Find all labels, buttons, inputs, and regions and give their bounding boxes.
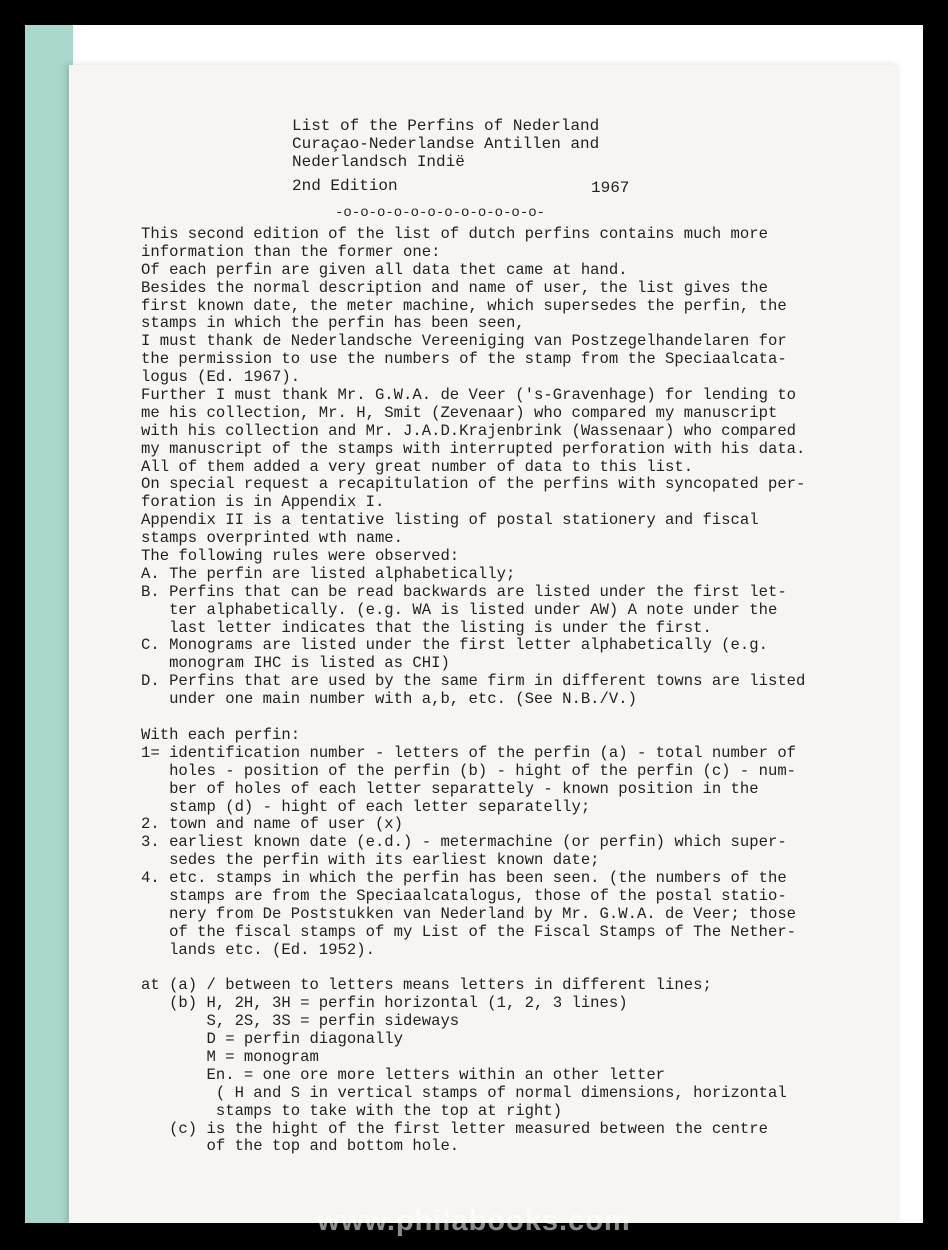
- body-line: of the fiscal stamps of my List of the Fiscal Stamps of The Nether-: [141, 922, 797, 941]
- body-line: En. = one ore more letters within an other letter: [141, 1065, 666, 1084]
- body-line: sedes the perfin with its earliest known date;: [141, 851, 600, 870]
- body-line: lands etc. (Ed. 1952).: [141, 940, 375, 959]
- body-line: my manuscript of the stamps with interrupted perforation with his data.: [141, 439, 806, 458]
- body-line: logus (Ed. 1967).: [141, 368, 301, 387]
- body-line: first known date, the meter machine, which supersedes the perfin, the: [141, 296, 787, 315]
- body-line: 2. town and name of user (x): [141, 815, 404, 834]
- title-line-1: List of the Perfins of Nederland: [292, 117, 600, 135]
- body-line: M = monogram: [141, 1047, 319, 1066]
- body-line: (c) is the hight of the first letter measured between the centre: [141, 1119, 768, 1138]
- document-page: [69, 65, 899, 1223]
- body-text: [141, 226, 923, 1156]
- body-line: [141, 709, 923, 727]
- body-line: stamps in which the perfin has been seen,: [141, 314, 525, 333]
- body-line: B. Perfins that can be read backwards are listed under the first let-: [141, 582, 787, 601]
- photo-frame: [25, 25, 923, 1223]
- body-line: foration is in Appendix I.: [141, 493, 385, 512]
- body-line: [141, 960, 923, 978]
- body-line: me his collection, Mr. H, Smit (Zevenaar) who compared my manuscript: [141, 403, 778, 422]
- body-line: monogram IHC is listed as CHI): [141, 654, 450, 673]
- body-line: nery from De Poststukken van Nederland by Mr. G.W.A. de Veer; those: [141, 904, 797, 923]
- watermark-text: www.philabooks.com: [317, 1205, 631, 1237]
- body-line: information than the former one:: [141, 242, 441, 261]
- body-line: With each perfin:: [141, 725, 301, 744]
- body-line: of the top and bottom hole.: [141, 1137, 460, 1156]
- body-line: at (a) / between to letters means letters in different lines;: [141, 976, 712, 995]
- body-line: holes - position of the perfin (b) - hight of the perfin (c) - num-: [141, 761, 797, 780]
- edition-label: 2nd Edition: [292, 177, 398, 195]
- body-line: stamp (d) - hight of each letter separatelly;: [141, 797, 591, 816]
- body-line: I must thank de Nederlandsche Vereeniging van Postzegelhandelaren for: [141, 332, 787, 351]
- body-line: S, 2S, 3S = perfin sideways: [141, 1012, 460, 1031]
- body-line: ber of holes of each letter separattely - known position in the: [141, 779, 759, 798]
- header-divider: -o-o-o-o-o-o-o-o-o-o-o-o-: [335, 205, 546, 221]
- body-line: under one main number with a,b, etc. (See N.B./V.): [141, 690, 637, 709]
- body-line: The following rules were observed:: [141, 547, 460, 566]
- body-line: 4. etc. stamps in which the perfin has been seen. (the numbers of the: [141, 869, 787, 888]
- body-line: This second edition of the list of dutch perfins contains much more: [141, 225, 768, 243]
- title-line-3: Nederlandsch Indië: [292, 153, 465, 171]
- body-line: On special request a recapitulation of the perfins with syncopated per-: [141, 475, 806, 494]
- body-line: Further I must thank Mr. G.W.A. de Veer ('s-Gravenhage) for lending to: [141, 386, 797, 405]
- body-line: Of each perfin are given all data thet came at hand.: [141, 260, 628, 279]
- body-line: with his collection and Mr. J.A.D.Krajenbrink (Wassenaar) who compared: [141, 421, 797, 440]
- body-line: Besides the normal description and name of user, the list gives the: [141, 278, 768, 297]
- body-line: ( H and S in vertical stamps of normal dimensions, horizontal: [141, 1083, 787, 1102]
- edition-year: 1967: [591, 179, 630, 197]
- body-line: D = perfin diagonally: [141, 1030, 404, 1049]
- body-line: C. Monograms are listed under the first letter alphabetically (e.g.: [141, 636, 768, 655]
- body-line: last letter indicates that the listing is under the first.: [141, 618, 712, 637]
- body-line: 3. earliest known date (e.d.) - metermachine (or perfin) which super-: [141, 833, 787, 852]
- body-line: D. Perfins that are used by the same firm in different towns are listed: [141, 672, 806, 691]
- body-line: stamps overprinted wth name.: [141, 529, 404, 548]
- body-line: 1= identification number - letters of the perfin (a) - total number of: [141, 743, 797, 762]
- body-line: A. The perfin are listed alphabetically;: [141, 564, 516, 583]
- body-line: stamps are from the Speciaalcatalogus, those of the postal statio-: [141, 886, 787, 905]
- body-line: the permission to use the numbers of the stamp from the Speciaalcata-: [141, 350, 787, 369]
- body-line: ter alphabetically. (e.g. WA is listed under AW) A note under the: [141, 600, 778, 619]
- body-line: stamps to take with the top at right): [141, 1101, 563, 1120]
- title-line-2: Curaçao-Nederlandse Antillen and: [292, 135, 600, 153]
- body-line: All of them added a very great number of data to this list.: [141, 457, 694, 476]
- body-line: (b) H, 2H, 3H = perfin horizontal (1, 2, 3 lines): [141, 994, 628, 1013]
- body-line: Appendix II is a tentative listing of postal stationery and fiscal: [141, 511, 759, 530]
- book-cover-edge: [25, 25, 73, 1223]
